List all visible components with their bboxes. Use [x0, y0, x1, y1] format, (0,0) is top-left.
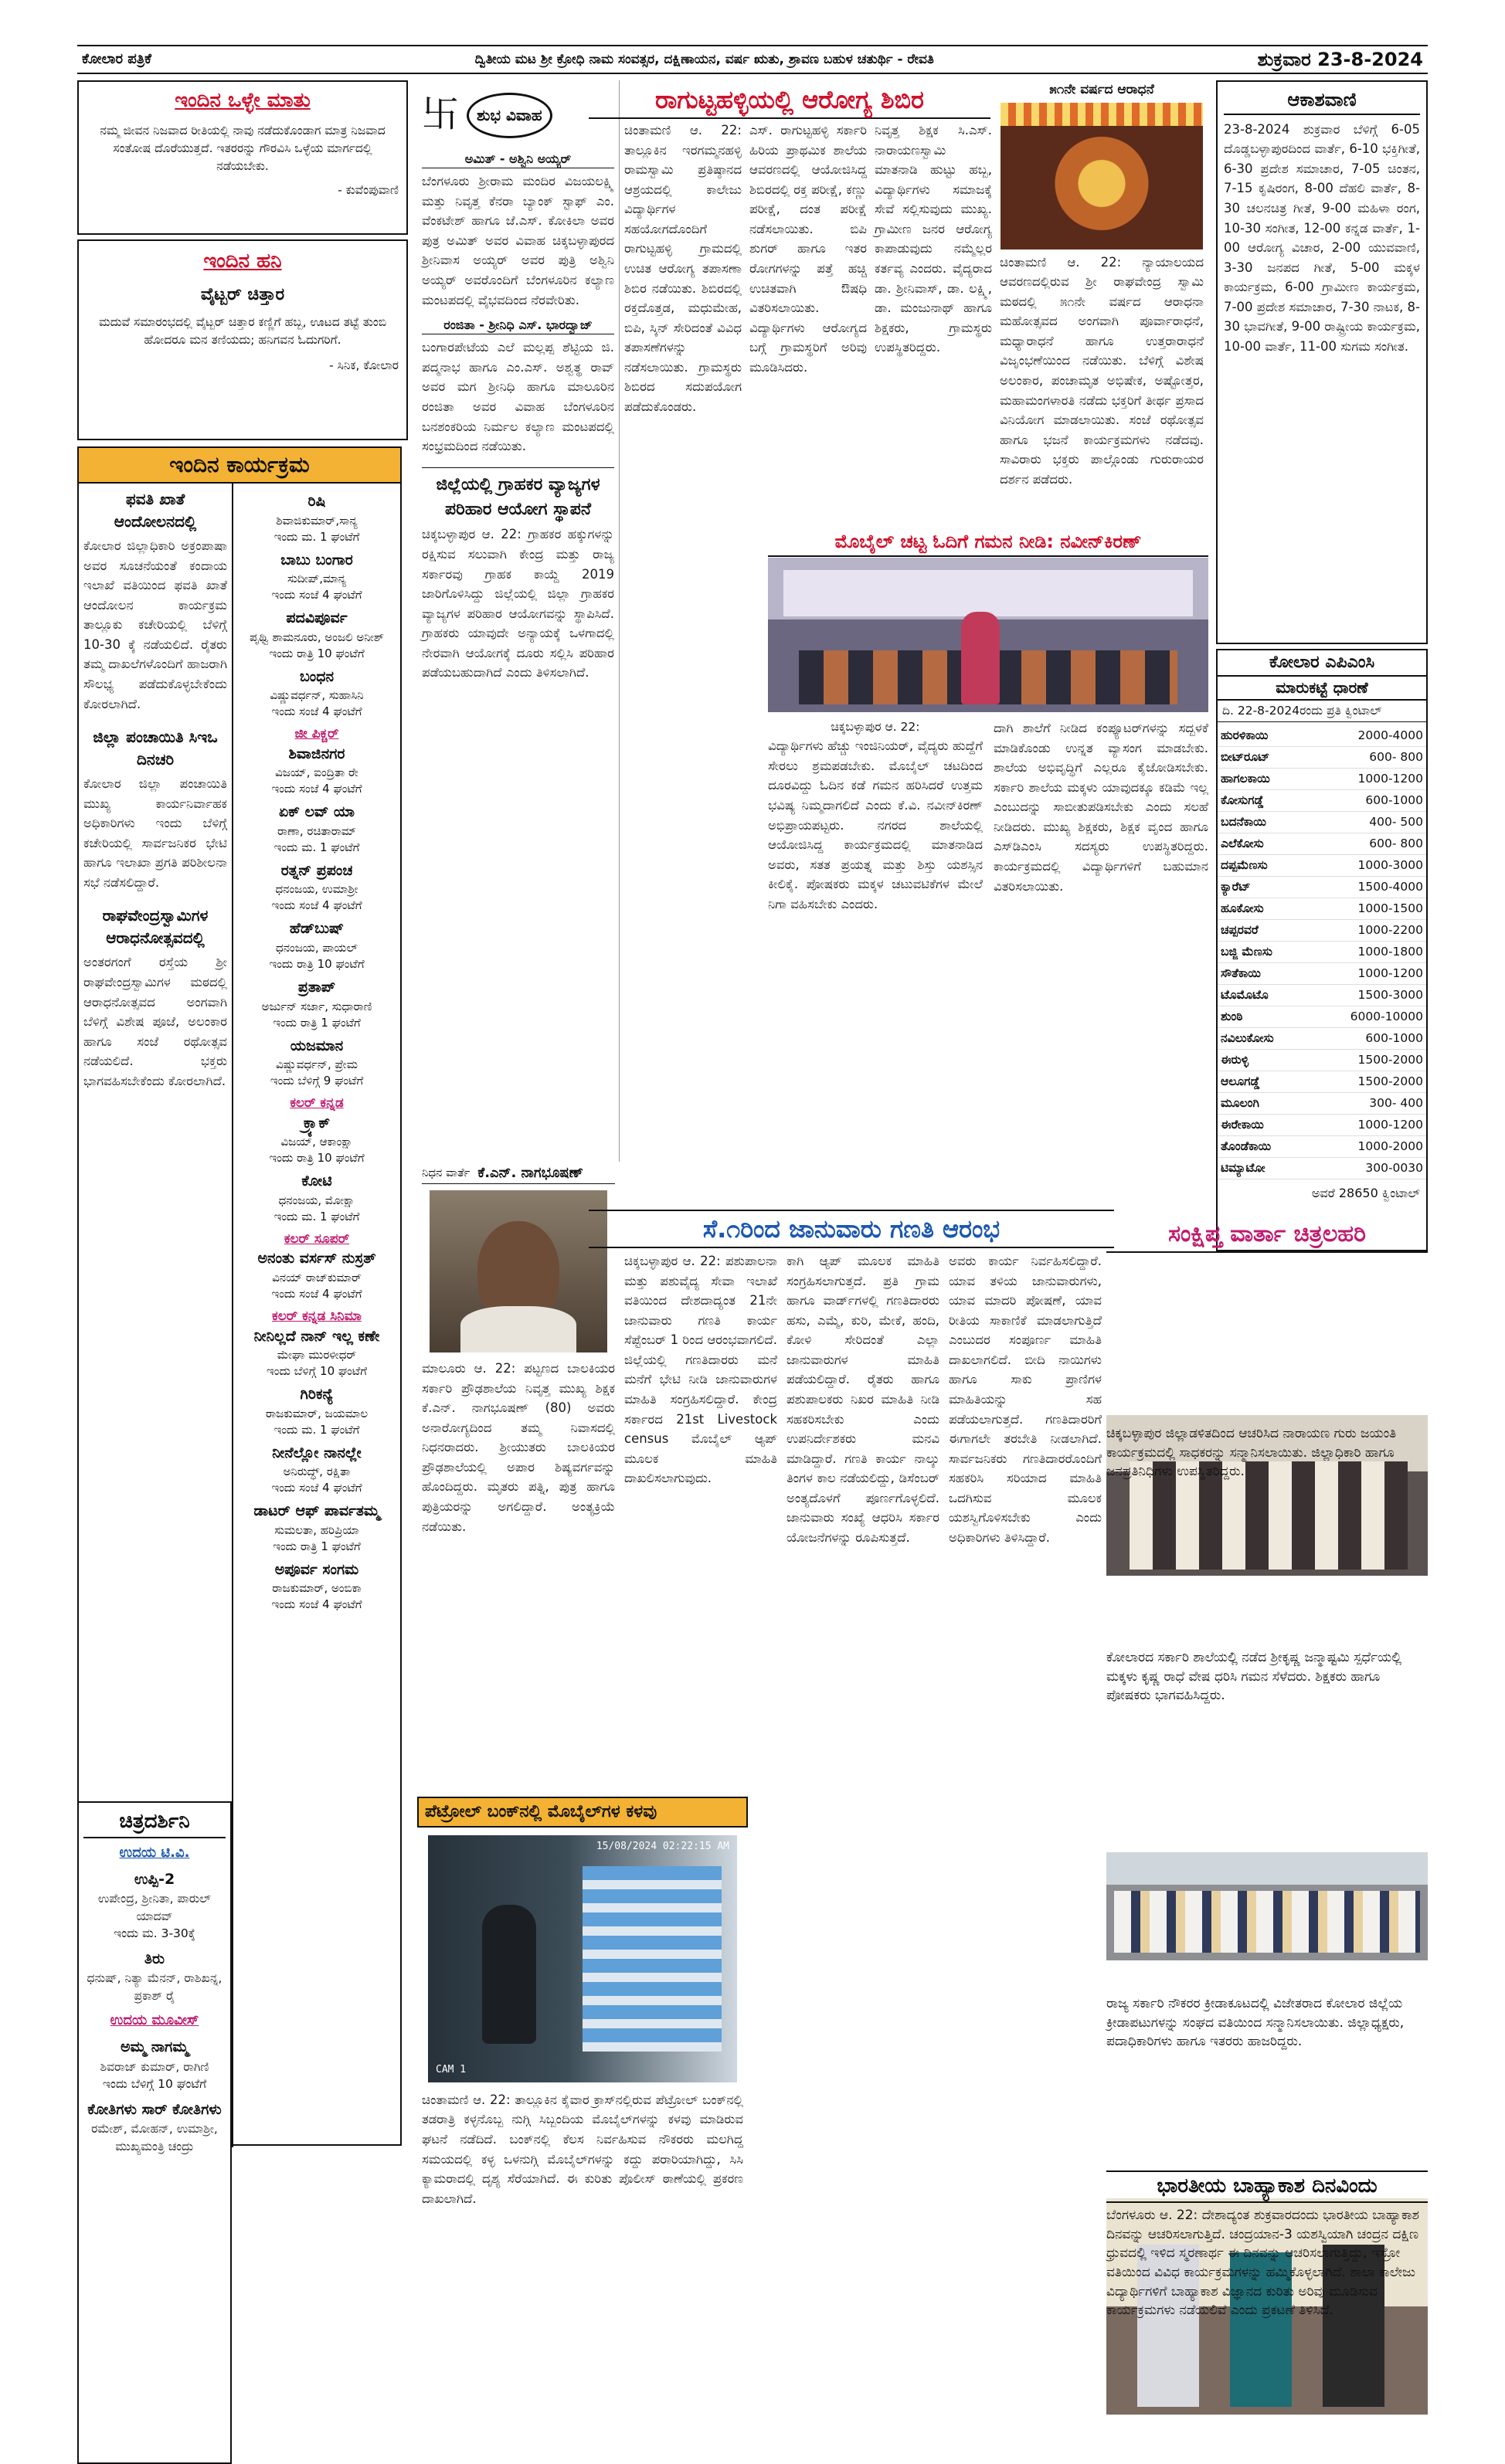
price-row — [1218, 833, 1426, 855]
price: 1500-4000 — [1357, 880, 1423, 894]
commodity: ಟೊಮೊಟೊ — [1221, 988, 1269, 1003]
commodity: ಸೌತೆಕಾಯಿ — [1221, 966, 1261, 981]
tv-title: ಬಾಬು ಬಂಗಾರ — [280, 551, 353, 568]
price-row — [1218, 1006, 1426, 1028]
tv-time: ಇಂದು ಮ. 1 ಘಂಟೆಗೆ — [273, 1422, 360, 1437]
event-title: ಜಿಲ್ಲಾ ಪಂಚಾಯಿತಿ ಸಿಇಒ ದಿನಚರಿ — [93, 728, 218, 769]
price: 300-0030 — [1365, 1161, 1423, 1176]
event-text: ಕೋಲಾರ ಜಿಲ್ಲಾ ಪಂಚಾಯಿತಿ ಮುಖ್ಯ ಕಾರ್ಯನಿರ್ವಾಹಕ ಅಧಿಕಾರಿಗಳು ಇಂದು ಬೆಳಿಗ್ಗೆ ಕಚೇರಿಯಲ್ಲಿ ಸಾರ್ವಜನಿಕರ ಭೇಟಿ ಹಾಗೂ ಇಲಾಖಾ ಪ್ರಗತಿ ಪರಿಶೀಲನಾ ಸಭೆ ನಡೆಸಲಿದ್ದಾರೆ. — [83, 776, 227, 890]
tv-listing — [238, 977, 396, 1031]
tv-listing — [238, 1094, 396, 1166]
mobile-col2: ದಾಗಿ ಶಾಲೆಗೆ ನೀಡಿದ ಕಂಪ್ಯೂಟರ್‌ಗಳನ್ನು ಸದ್ಬಳಕೆ ಮಾಡಿಕೊಂಡು ಉನ್ನತ ವ್ಯಾಸಂಗ ಮಾಡಬೇಕು. ಶಾಲೆಯ ಅಭಿವೃದ್ಧಿಗೆ ಎಲ್ಲರೂ ಕೈಜೋಡಿಸಬೇಕು. ಸರ್ಕಾರಿ ಶಾಲೆಯ ಮಕ್ಕಳು ಯಾವುದಕ್ಕೂ ಕಡಿಮೆ ಇಲ್ಲ ಎಂಬುದನ್ನು ಸಾಬೀತುಪಡಿಸಬೇಕು ಎಂದು ಸಲಹೆ ನೀಡಿದರು. ಮುಖ್ಯ ಶಿಕ್ಷಕರು, ಶಿಕ್ಷಕ ವೃಂದ ಹಾಗೂ ಎಸ್‌ಡಿಎಂಸಿ ಸದಸ್ಯರು ಉಪಸ್ಥಿತರಿದ್ದರು. ಕಾರ್ಯಕ್ರಮದಲ್ಲಿ ವಿದ್ಯಾರ್ಥಿಗಳಿಗೆ ಬಹುಮಾನ ವಿತರಿಸಲಾಯಿತು. — [994, 721, 1208, 894]
price: 1500-2000 — [1357, 1053, 1423, 1067]
paper-name: ಕೋಲಾರ ಪತ್ರಿಕೆ — [82, 50, 151, 67]
price-row — [1218, 855, 1426, 877]
price-row — [1218, 1093, 1426, 1115]
hani-heading: ಇಂದಿನ ಹನಿ — [203, 249, 282, 273]
channel-tag: ಕಲರ್ ಕನ್ನಡ — [290, 1095, 344, 1112]
prog-title: ಅಮ್ಮ ನಾಗಮ್ಮ — [121, 2038, 189, 2056]
tv-cast: ಧನಂಜಯ, ಉಮಾಶ್ರೀ — [275, 882, 358, 897]
commodity: ಶುಂಠಿ — [1221, 1010, 1243, 1024]
obit-name: ಕೆ.ಎನ್. ನಾಗಭೂಷಣ್ — [477, 1165, 583, 1181]
prog-time: ಇಂದು ಮ. 3-30ಕ್ಕೆ — [114, 1926, 195, 1941]
commodity: ಈರೇಕಾಯಿ — [1221, 1118, 1264, 1132]
mobile-photo — [768, 558, 1208, 712]
mobile-body — [768, 718, 1208, 1182]
tv-time: ಇಂದು ಸಂಜೆ 4 ಘಂಟೆಗೆ — [271, 588, 362, 602]
radio-text: 23-8-2024 ಶುಕ್ರವಾರ ಬೆಳಿಗ್ಗೆ 6-05 ದೊಡ್ಡಬಳ್ಳಾಪುರದಿಂದ ವಾರ್ತೆ, 6-10 ಭಕ್ತಿಗೀತೆ, 6-30 ಪ್ರದೇಶ ಸಮಾಚಾರ, 7-05 ಚಿಂತನ, 7-15 ಕೃಷಿರಂಗ, 8-00 ದೆಹಲಿ ವಾರ್ತೆ, 8-30 ಚಲನಚಿತ್ರ ಗೀತೆ, 9-00 ಮಹಿಳಾ ರಂಗ, 10-30 ಸಂಗೀತ, 12-00 ಕನ್ನಡ ವಾರ್ತೆ, 1-00 ಆರೋಗ್ಯ ವಿಚಾರ, 2-00 ಯುವವಾಣಿ, 3-30 ಜನಪದ ಗೀತೆ, 5-00 ಮಕ್ಕಳ ಕಾರ್ಯಕ್ರಮ, 6-00 ಗ್ರಾಮೀಣ ಕಾರ್ಯಕ್ರಮ, 7-00 ಪ್ರದೇಶ ಸಮಾಚಾರ, 7-30 ನಾಟಕ, 8-30 ಭಾವಗೀತೆ, 9-00 ರಾಷ್ಟ್ರೀಯ ಕಾರ್ಯಕ್ರಮ, 10-00 ವಾರ್ತೆ, 11-00 ಸುಗಮ ಸಂಗೀತ. — [1224, 121, 1420, 354]
price-table — [1218, 725, 1426, 1179]
mobile-caption: ಚಿಕ್ಕಬಳ್ಳಾಪುರ ಆ. 22: — [831, 720, 920, 734]
commodity: ಹುರಳಿಕಾಯಿ — [1221, 728, 1269, 743]
channel-udaya-movies: ಉದಯ ಮೂವೀಸ್ — [110, 2012, 199, 2029]
tv-listing — [238, 1560, 396, 1614]
price: 1500-2000 — [1357, 1074, 1423, 1089]
temple-text: ಚಿಂತಾಮಣಿ ಆ. 22: ನ್ಯಾಯಾಲಯದ ಆವರಣದಲ್ಲಿರುವ ಶ್ರೀ ರಾಘವೇಂದ್ರ ಸ್ವಾಮಿ ಮಠದಲ್ಲಿ ೫೧ನೇ ವರ್ಷದ ಆರಾಧನಾ ಮಹೋತ್ಸವದ ಅಂಗವಾಗಿ ಪೂರ್ವಾರಾಧನೆ, ಮಧ್ಯಾರಾಧನೆ ಹಾಗೂ ಉತ್ತರಾರಾಧನೆ ವಿಜೃಂಭಣೆಯಿಂದ ನಡೆಯಿತು. ಬೆಳಿಗ್ಗೆ ವಿಶೇಷ ಅಲಂಕಾರ, ಪಂಚಾಮೃತ ಅಭಿಷೇಕ, ಅಷ್ಟೋತ್ತರ, ಮಹಾಮಂಗಳಾರತಿ ನಡೆದು ಭಕ್ತರಿಗೆ ತೀರ್ಥ ಪ್ರಸಾದ ವಿನಿಯೋಗ ಮಾಡಲಾಯಿತು. ಸಂಜೆ ರಥೋತ್ಸವ ಹಾಗೂ ಭಜನೆ ಕಾರ್ಯಕ್ರಮಗಳು ನಡೆದವು. ಸಾವಿರಾರು ಭಕ್ತರು ಪಾಲ್ಗೊಂಡು ಗುರುರಾಯರ ದರ್ಶನ ಪಡೆದರು. — [1000, 254, 1204, 487]
events-col2 — [233, 484, 400, 2147]
commodity: ಆಲೂಗಡ್ಡೆ — [1221, 1074, 1260, 1089]
brief-caption-3: ರಾಜ್ಯ ಸರ್ಕಾರಿ ನೌಕರರ ಕ್ರೀಡಾಕೂಟದಲ್ಲಿ ವಿಜೇತರಾದ ಕೋಲಾರ ಜಿಲ್ಲೆಯ ಕ್ರೀಡಾಪಟುಗಳನ್ನು ಸಂಘದ ವತಿಯಿಂದ ಸನ್ಮಾನಿಸಲಾಯಿತು. ಜಿಲ್ಲಾಧ್ಯಕ್ಷರು, ಪದಾಧಿಕಾರಿಗಳು ಹಾಗೂ ಇತರರು ಹಾಜರಿದ್ದರು. — [1106, 1996, 1405, 2050]
commodity: ಚಪ್ಪರವರೆ — [1221, 923, 1259, 938]
census-col2: ಕಾಗಿ ಆ್ಯಪ್ ಮೂಲಕ ಮಾಹಿತಿ ಸಂಗ್ರಹಿಸಲಾಗುತ್ತದೆ. ಪ್ರತಿ ಗ್ರಾಮ ಹಾಗೂ ವಾರ್ಡ್‌ಗಳಲ್ಲಿ ಗಣತಿದಾರರು ಹಸು, ಎಮ್ಮೆ, ಕುರಿ, ಮೇಕೆ, ಹಂದಿ, ಕೋಳಿ ಸೇರಿದಂತೆ ಎಲ್ಲಾ ಜಾನುವಾರುಗಳ ಮಾಹಿತಿ ಪಡೆಯಲಿದ್ದಾರೆ. ರೈತರು ಹಾಗೂ ಪಶುಪಾಲಕರು ನಿಖರ ಮಾಹಿತಿ ನೀಡಿ ಸಹಕರಿಸಬೇಕು ಎಂದು ಉಪನಿರ್ದೇಶಕರು ಮನವಿ ಮಾಡಿದ್ದಾರೆ. ಗಣತಿ ಕಾರ್ಯ ನಾಲ್ಕು ತಿಂಗಳ ಕಾಲ ನಡೆಯಲಿದ್ದು, ಡಿಸೆಂಬರ್ ಅಂತ್ಯದೊಳಗೆ ಪೂರ್ಣಗೊಳ್ಳಲಿದೆ. ಜಾನುವಾರು ಸಂಖ್ಯೆ ಆಧರಿಸಿ ಸರ್ಕಾರ ಯೋಜನೆಗಳನ್ನು ರೂಪಿಸುತ್ತದೆ. — [786, 1254, 939, 1545]
tv-title: ನೀನೆಲ್ಲೋ ನಾನಲ್ಲೇ — [272, 1444, 362, 1461]
channel-udaya-tv: ಉದಯ ಟಿ.ವಿ. — [119, 1844, 190, 1861]
tv-title: ಏಕ್ ಲವ್ ಯಾ — [279, 803, 355, 821]
tv-listing — [238, 1171, 396, 1225]
wedding-text-2: ಬಂಗಾರಪೇಟೆಯ ಎಲೆ ಮಲ್ಲಪ್ಪ ಶೆಟ್ಟಿಯ ಜಿ. ಪದ್ಮನಾಭ ಹಾಗೂ ಎಂ.ಎಸ್. ಅಶ್ವತ್ಥ ರಾವ್ ಅವರ ಮಗ ಶ್ರೀನಿಧಿ ಹಾಗೂ ಮಾಲೂರಿನ ರಂಜಿತಾ ಅವರ ವಿವಾಹ ಬೆಂಗಳೂರಿನ ಬನಶಂಕರಿಯ ನಿರ್ಮಲ ಕಲ್ಯಾಣ ಮಂಟಪದಲ್ಲಿ ಸಂಭ್ರಮದಿಂದ ನಡೆಯಿತು. — [422, 340, 614, 454]
tv-cast: ಶಿವಾಜಿಕುಮಾರ್,ಸಾನ್ಯ — [276, 513, 358, 528]
tv-title: ರಿಷಿ — [307, 493, 326, 510]
price-row — [1218, 1028, 1426, 1050]
price: 600-1000 — [1365, 793, 1423, 808]
health-col2: ಎಸ್. ರಾಗುಟ್ಟಹಳ್ಳಿ ಸರ್ಕಾರಿ ಹಿರಿಯ ಪ್ರಾಥಮಿಕ ಶಾಲೆಯ ಆವರಣದಲ್ಲಿ ಆಯೋಜಿಸಿದ್ದ ಶಿಬಿರದಲ್ಲಿ ರಕ್ತ ಪರೀಕ್ಷೆ, ಕಣ್ಣು ಪರೀಕ್ಷೆ, ದಂತ ಪರೀಕ್ಷೆ ನಡೆಸಲಾಯಿತು. ಬಿಪಿ ಶುಗರ್ ಹಾಗೂ ಇತರ ರೋಗಗಳನ್ನು ಪತ್ತೆ ಹಚ್ಚಿ ಉಚಿತವಾಗಿ ಔಷಧಿ ವಿತರಿಸಲಾಯಿತು. ವಿದ್ಯಾರ್ಥಿಗಳು ಆರೋಗ್ಯದ ಬಗ್ಗೆ ಗ್ರಾಮಸ್ಥರಿಗೆ ಅರಿವು ಮೂಡಿಸಿದರು. — [749, 123, 867, 375]
tv-time: ಇಂದು ಬೆಳಿಗ್ಗೆ 9 ಘಂಟೆಗೆ — [270, 1074, 364, 1088]
health-title: ರಾಗುಟ್ಟಹಳ್ಳಿಯಲ್ಲಿ ಆರೋಗ್ಯ ಶಿಬಿರ — [589, 82, 990, 119]
price: 1000-2000 — [1357, 1139, 1423, 1154]
events-heading: ಇಂದಿನ ಕಾರ್ಯಕ್ರಮ — [79, 448, 400, 484]
price: 1000-1500 — [1357, 901, 1423, 916]
price-row — [1218, 1158, 1426, 1179]
commodity: ತೊಂಡೆಕಾಯಿ — [1221, 1139, 1272, 1154]
tv-time: ಇಂದು ಸಂಜೆ 4 ಘಂಟೆಗೆ — [271, 782, 362, 796]
price-row — [1218, 898, 1426, 920]
tv-cast: ಸುದೀಪ್,ಮಾನ್ಯ — [287, 572, 346, 586]
temple-caption: ೫೧ನೇ ವರ್ಷದ ಆರಾಧನೆ — [1049, 82, 1154, 97]
tv-cast: ವಿಷ್ಣುವರ್ಧನ್, ಸುಹಾಸಿನಿ — [270, 688, 364, 703]
event-text: ಕೋಲಾರ ಜಿಲ್ಲಾಧಿಕಾರಿ ಅಕ್ರಂಪಾಷಾ ಅವರ ಸೂಚನೆಯಂತೆ ಕಂದಾಯ ಇಲಾಖೆ ವತಿಯಿಂದ ಫವತಿ ಖಾತೆ ಆಂದೋಲನ ಕಾರ್ಯಕ್ರಮ ತಾಲ್ಲೂಕು ಕಚೇರಿಯಲ್ಲಿ ಬೆಳಿಗ್ಗೆ 10-30 ಕ್ಕೆ ನಡೆಯಲಿದೆ. ರೈತರು ತಮ್ಮ ದಾಖಲೆಗಳೊಂದಿಗೆ ಹಾಜರಾಗಿ ಸೌಲಭ್ಯ ಪಡೆದುಕೊಳ್ಳಬೇಕೆಂದು ಕೋರಲಾಗಿದೆ. — [83, 538, 227, 711]
tv-time: ಇಂದು ರಾತ್ರಿ 10 ಘಂಟೆಗೆ — [269, 646, 365, 660]
apmc-sub: ಮಾರುಕಟ್ಟೆ ಧಾರಣೆ — [1218, 677, 1426, 701]
tv-cast: ಧನಂಜಯ, ಪಾಯಲ್ — [276, 941, 358, 955]
brief-caption-1: ಚಿಕ್ಕಬಳ್ಳಾಪುರ ಜಿಲ್ಲಾಡಳಿತದಿಂದ ಆಚರಿಸಿದ ನಾರಾಯಣ ಗುರು ಜಯಂತಿ ಕಾರ್ಯಕ್ರಮದಲ್ಲಿ ಸಾಧಕರನ್ನು ಸನ್ಮಾನಿಸಲಾಯಿತು. ಜಿಲ್ಲಾಧಿಕಾರಿ ಹಾಗೂ ಜನಪ್ರತಿನಿಧಿಗಳು ಉಪಸ್ಥಿತರಿದ್ದರು. — [1106, 1426, 1397, 1480]
prog-title: ತಿರು — [144, 1950, 165, 1967]
price-row — [1218, 1115, 1426, 1136]
chitra-heading: ಚಿತ್ರದರ್ಶಿನಿ — [83, 1807, 226, 1838]
tv-cast: ಧನಂಜಯ, ಮೋಕ್ಷಾ — [278, 1193, 355, 1207]
event-block — [83, 904, 227, 1091]
price-row — [1218, 963, 1426, 985]
tv-listing — [238, 1384, 396, 1438]
tv-cast: ರಾಜಕುಮಾರ್, ಅಂಬಿಕಾ — [272, 1581, 362, 1596]
tv-title: ಡಾಟರ್ ಆಫ್ ಪಾರ್ವತಮ್ಮ — [253, 1502, 380, 1520]
price: 600- 800 — [1369, 837, 1423, 851]
chitra-box — [77, 1801, 232, 2464]
wedding-names-2: ರಂಜಿತಾ - ಶ್ರೀನಿಧಿ ಎಸ್. ಭಾರದ್ವಾಜ್ — [422, 316, 614, 334]
prog-cast: ಶಿವರಾಜ್ ಕುಮಾರ್, ರಾಗಿಣಿ — [100, 2059, 209, 2074]
tv-cast: ವಿಜಯ್, ಆಕಾಂಕ್ಷಾ — [280, 1135, 353, 1149]
brief-heading: ಸಂಕ್ಷಿಪ್ತ ವಾರ್ತಾ ಚಿತ್ರಲಹರಿ — [1106, 1217, 1428, 1253]
commodity: ಟಿಮ್ಯಾಟೋ — [1221, 1161, 1265, 1176]
commodity: ದಪ್ಪಮೆಣಸು — [1221, 858, 1268, 873]
prog-cast: ಉಪೇಂದ್ರ, ಶ್ರೀನಿತಾ, ಪಾರುಲ್ ಯಾದವ್ — [97, 1892, 212, 1923]
space-text: ಬೆಂಗಳೂರು ಆ. 22: ದೇಶಾದ್ಯಂತ ಶುಕ್ರವಾರದಂದು ಭಾರತೀಯ ಬಾಹ್ಯಾಕಾಶ ದಿನವನ್ನು ಆಚರಿಸಲಾಗುತ್ತಿದೆ. ಚಂದ್ರಯಾನ-3 ಯಶಸ್ವಿಯಾಗಿ ಚಂದ್ರನ ದಕ್ಷಿಣ ಧ್ರುವದಲ್ಲಿ ಇಳಿದ ಸ್ಮರಣಾರ್ಥ ಈ ದಿನವನ್ನು ಆಚರಿಸಲಾಗುತ್ತಿದ್ದು, ಇಸ್ರೋ ವತಿಯಿಂದ ವಿವಿಧ ಕಾರ್ಯಕ್ರಮಗಳನ್ನು ಹಮ್ಮಿಕೊಳ್ಳಲಾಗಿದೆ. ಶಾಲಾ ಕಾಲೇಜು ವಿದ್ಯಾರ್ಥಿಗಳಿಗೆ ಬಾಹ್ಯಾಕಾಶ ವಿಜ್ಞಾನದ ಕುರಿತು ಅರಿವು ಮೂಡಿಸುವ ಕಾರ್ಯಕ್ರಮಗಳು ನಡೆಯಲಿವೆ ಎಂದು ಪ್ರಕಟಣೆ ತಿಳಿಸಿದೆ. — [1106, 2208, 1419, 2319]
price: 6000-10000 — [1350, 1010, 1423, 1024]
brief-photo-2 — [1106, 1852, 1428, 1960]
event-block — [83, 726, 227, 892]
apmc-heading: ಕೋಲಾರ ಎಪಿಎಂಸಿ — [1218, 650, 1426, 677]
thought-text: ನಮ್ಮ ಜೀವನ ನಿಜವಾದ ರೀತಿಯಲ್ಲಿ ನಾವು ನಡೆದುಕೊಂಡಾಗ ಮಾತ್ರ ನಿಜವಾದ ಸಂತೋಷ ದೊರೆಯುತ್ತದೆ. ಇತರರನ್ನು ಗೌರವಿಸಿ ಒಳ್ಳೆಯ ಮಾರ್ಗದಲ್ಲಿ ನಡೆಯಬೇಕು. — [100, 123, 386, 174]
price-row — [1218, 877, 1426, 898]
radio-box — [1216, 80, 1428, 644]
commodity: ಕ್ಯಾರೆಟ್ — [1221, 880, 1251, 894]
commodity: ಹೂಕೋಸು — [1221, 901, 1264, 916]
tv-time: ಇಂದು ರಾತ್ರಿ 10 ಘಂಟೆಗೆ — [269, 1151, 365, 1166]
wedding-logo — [422, 80, 614, 150]
tv-title: ಹೆಡ್‌ಬುಷ್ — [289, 920, 345, 938]
apmc-note: ದಿ. 22-8-2024ರಂದು ಪ್ರತಿ ಕ್ವಿಂಟಾಲ್ — [1218, 701, 1426, 722]
channel-tag: ಕಲರ್ ಕನ್ನಡ ಸಿನಿಮಾ — [272, 1308, 362, 1325]
health-col3: ನಿವೃತ್ತ ಶಿಕ್ಷಕ ಸಿ.ಎಸ್. ನಾರಾಯಣಸ್ವಾಮಿ ಮಾತನಾಡಿ ಹುಟ್ಟು ಹಬ್ಬ, ವಿದ್ಯಾರ್ಥಿಗಳು ಸಮಾಜಕ್ಕೆ ಸೇವೆ ಸಲ್ಲಿಸುವುದು ಮುಖ್ಯ. ಗ್ರಾಮೀಣ ಜನರ ಆರೋಗ್ಯ ಕಾಪಾಡುವುದು ನಮ್ಮೆಲ್ಲರ ಕರ್ತವ್ಯ ಎಂದರು. ವೈದ್ಯರಾದ ಡಾ. ಶ್ರೀನಿವಾಸ್, ಡಾ. ಲಕ್ಷ್ಮಿ, ಡಾ. ಮಂಜುನಾಥ್ ಹಾಗೂ ಶಿಕ್ಷಕರು, ಗ್ರಾಮಸ್ಥರು ಉಪಸ್ಥಿತರಿದ್ದರು. — [875, 123, 992, 355]
hani-author: - ಸಿನಿಕ, ಕೋಲಾರ — [329, 358, 399, 373]
tv-cast: ಅರ್ಜುನ್ ಸರ್ಜಾ, ಸುಧಾರಾಣಿ — [261, 999, 372, 1013]
theft-text: ಚಿಂತಾಮಣಿ ಆ. 22: ತಾಲ್ಲೂಕಿನ ಕೈವಾರ ಕ್ರಾಸ್‌ನಲ್ಲಿರುವ ಪೆಟ್ರೋಲ್ ಬಂಕ್‌ನಲ್ಲಿ ತಡರಾತ್ರಿ ಕಳ್ಳನೊಬ್ಬ ನುಗ್ಗಿ ಸಿಬ್ಬಂದಿಯ ಮೊಬೈಲ್‌ಗಳನ್ನು ಕಳವು ಮಾಡಿರುವ ಘಟನೆ ನಡೆದಿದೆ. ಬಂಕ್‌ನಲ್ಲಿ ಕೆಲಸ ನಿರ್ವಹಿಸುವ ನೌಕರರು ಮಲಗಿದ್ದ ಸಮಯದಲ್ಲಿ ಕಳ್ಳ ಒಳನುಗ್ಗಿ ಮೊಬೈಲ್‌ಗಳನ್ನು ಕದ್ದು ಪರಾರಿಯಾಗಿದ್ದು, ಸಿಸಿ ಕ್ಯಾಮರಾದಲ್ಲಿ ದೃಶ್ಯ ಸೆರೆಯಾಗಿದೆ. ಈ ಕುರಿತು ಪೊಲೀಸ್ ಠಾಣೆಯಲ್ಲಿ ಪ್ರಕರಣ ದಾಖಲಾಗಿದೆ. — [422, 2092, 743, 2206]
wedding-logo-text: ಶುಭ ವಿವಾಹ — [467, 93, 552, 138]
census-body — [624, 1251, 1103, 2456]
tv-listing — [238, 1036, 396, 1090]
tv-time: ಇಂದು ರಾತ್ರಿ 10 ಘಂಟೆಗೆ — [269, 957, 365, 972]
tv-title: ಪ್ರತಾಪ್ — [297, 979, 336, 996]
price: 1500-3000 — [1357, 988, 1423, 1003]
calendar-line: ದ್ವಿತೀಯ ಮಟ ಶ್ರೀ ಕ್ರೋಧಿ ನಾಮ ಸಂವತ್ಸರ, ದಕ್ಷಿಣಾಯನ, ವರ್ಷ ಋತು, ಶ್ರಾವಣ ಬಹುಳ ಚತುರ್ಥಿ - ರೇವತಿ — [474, 51, 934, 67]
tv-listing — [238, 1501, 396, 1555]
price-row — [1218, 790, 1426, 812]
tv-title: ರತ್ನನ್ ಪ್ರಪಂಚ — [280, 861, 353, 879]
price-row — [1218, 747, 1426, 769]
consumer-text: ಚಿಕ್ಕಬಳ್ಳಾಪುರ ಆ. 22: ಗ್ರಾಹಕರ ಹಕ್ಕುಗಳನ್ನು ರಕ್ಷಿಸುವ ಸಲುವಾಗಿ ಕೇಂದ್ರ ಮತ್ತು ರಾಜ್ಯ ಸರ್ಕಾರವು ಗ್ರಾಹಕ ಕಾಯ್ದೆ 2019 ಜಾರಿಗೊಳಿಸಿದ್ದು ಜಿಲ್ಲೆಯಲ್ಲಿ ಜಿಲ್ಲಾ ಗ್ರಾಹಕರ ವ್ಯಾಜ್ಯಗಳ ಪರಿಹಾರ ಆಯೋಗವನ್ನು ಸ್ಥಾಪಿಸಿದೆ. ಗ್ರಾಹಕರು ಯಾವುದೇ ಅನ್ಯಾಯಕ್ಕೆ ಒಳಗಾದಲ್ಲಿ ನೇರವಾಗಿ ಆಯೋಗಕ್ಕೆ ದೂರು ಸಲ್ಲಿಸಿ ಪರಿಹಾರ ಪಡೆಯಬಹುದಾಗಿದೆ ಎಂದು ತಿಳಿಸಲಾಗಿದೆ. — [422, 527, 614, 680]
tv-listing — [238, 1230, 396, 1302]
tv-listing — [238, 1307, 396, 1380]
event-title: ಫವತಿ ಖಾತೆ ಆಂದೋಲನದಲ್ಲಿ — [114, 490, 197, 531]
health-col1: ಚಿಂತಾಮಣಿ ಆ. 22: ತಾಲ್ಲೂಕಿನ ಇರಗಮ್ಮನಹಳ್ಳಿ ರಾಮಸ್ವಾಮಿ ಪ್ರತಿಷ್ಠಾನದ ಆಶ್ರಯದಲ್ಲಿ ಕಾಲೇಜು ವಿದ್ಯಾರ್ಥಿಗಳ ಸಹಯೋಗದೊಂದಿಗೆ ರಾಗುಟ್ಟಹಳ್ಳಿ ಗ್ರಾಮದಲ್ಲಿ ಉಚಿತ ಆರೋಗ್ಯ ತಪಾಸಣಾ ಶಿಬಿರ ನಡೆಯಿತು. ಶಿಬಿರದಲ್ಲಿ ರಕ್ತದೊತ್ತಡ, ಮಧುಮೇಹ, ಬಿಪಿ, ಸ್ಕಿನ್ ಸೇರಿದಂತೆ ವಿವಿಧ ತಪಾಸಣೆಗಳನ್ನು ನಡೆಸಲಾಯಿತು. ಗ್ರಾಮಸ್ಥರು ಶಿಬಿರದ ಸದುಪಯೋಗ ಪಡೆದುಕೊಂಡರು. — [624, 123, 742, 414]
prog-cast: ಧನುಷ್, ನಿತ್ಯಾ ಮೆನನ್, ರಾಶಿಖನ್ನ, ಪ್ರಕಾಶ್ ರೈ — [87, 1971, 223, 2003]
commodity: ಹಾಗಲಕಾಯಿ — [1221, 772, 1270, 786]
event-block — [83, 488, 227, 714]
obit-heading: ನಿಧನ ವಾರ್ತೆ — [422, 1166, 471, 1180]
event-title: ರಾಘವೇಂದ್ರಸ್ವಾಮಿಗಳ ಆರಾಧನೋತ್ಸವದಲ್ಲಿ — [102, 906, 209, 948]
mobile-col1: ವಿದ್ಯಾರ್ಥಿಗಳು ಹೆಚ್ಚು ಇಂಜಿನಿಯರ್, ವೈದ್ಯರು ಹುದ್ದೆಗೆ ಸೇರಲು ಶ್ರಮಪಡಬೇಕು. ಮೊಬೈಲ್ ಚಟದಿಂದ ದೂರವಿದ್ದು ಓದಿನ ಕಡೆ ಗಮನ ಹರಿಸಿದರೆ ಉತ್ತಮ ಭವಿಷ್ಯ ನಿಮ್ಮದಾಗಲಿದೆ ಎಂದು ಕೆ.ವಿ. ನವೀನ್‌ಕಿರಣ್ ಅಭಿಪ್ರಾಯಪಟ್ಟರು. ನಗರದ ಶಾಲೆಯಲ್ಲಿ ಆಯೋಜಿಸಿದ್ದ ಕಾರ್ಯಕ್ರಮದಲ್ಲಿ ಮಾತನಾಡಿದ ಅವರು, ಸತತ ಪ್ರಯತ್ನ ಮತ್ತು ಶಿಸ್ತು ಯಶಸ್ಸಿನ ಕೀಲಿಕೈ. ಪೋಷಕರು ಮಕ್ಕಳ ಚಟುವಟಿಕೆಗಳ ಮೇಲೆ ನಿಗಾ ವಹಿಸಬೇಕು ಎಂದರು. — [768, 738, 983, 911]
thought-box — [77, 80, 408, 235]
commodity: ಕೋಸುಗಡ್ಡೆ — [1221, 793, 1264, 808]
commodity: ಬದನೆಕಾಯಿ — [1221, 815, 1266, 830]
tv-title: ಶಿವಾಜಿನಗರ — [288, 745, 345, 762]
census-col1: ಚಿಕ್ಕಬಳ್ಳಾಪುರ ಆ. 22: ಪಶುಪಾಲನಾ ಮತ್ತು ಪಶುವೈದ್ಯ ಸೇವಾ ಇಲಾಖೆ ವತಿಯಿಂದ ದೇಶದಾದ್ಯಂತ 21ನೇ ಜಾನುವಾರು ಗಣತಿ ಕಾರ್ಯ ಸೆಪ್ಟೆಂಬರ್ 1 ರಿಂದ ಆರಂಭವಾಗಲಿದೆ. ಜಿಲ್ಲೆಯಲ್ಲಿ ಗಣತಿದಾರರು ಮನೆ ಮನೆಗೆ ಭೇಟಿ ನೀಡಿ ಜಾನುವಾರುಗಳ ಮಾಹಿತಿ ಸಂಗ್ರಹಿಸಲಿದ್ದಾರೆ. ಕೇಂದ್ರ ಸರ್ಕಾರದ 21st Livestock census ಮೊಬೈಲ್ ಆ್ಯಪ್ ಮೂಲಕ ಮಾಹಿತಿ ದಾಖಲಿಸಲಾಗುವುದು. — [624, 1254, 777, 1486]
price: 300- 400 — [1369, 1096, 1423, 1111]
cctv-timestamp: 15/08/2024 02:22:15 AM — [596, 1840, 729, 1852]
tv-time: ಇಂದು ಮ. 1 ಘಂಟೆಗೆ — [273, 840, 360, 854]
apmc-box — [1216, 649, 1428, 1251]
census-col3: ಅವರು ಕಾರ್ಯ ನಿರ್ವಹಿಸಲಿದ್ದಾರೆ. ಯಾವ ತಳಿಯ ಜಾನುವಾರುಗಳು, ಯಾವ ಮಾದರಿ ಪೋಷಣೆ, ಯಾವ ರೀತಿಯ ಸಾಕಾಣಿಕೆ ಮಾಡಲಾಗುತ್ತಿದೆ ಎಂಬುದರ ಸಂಪೂರ್ಣ ಮಾಹಿತಿ ದಾಖಲಾಗಲಿದೆ. ಬೀದಿ ನಾಯಿಗಳು ಹಾಗೂ ಸಾಕು ಪ್ರಾಣಿಗಳ ಮಾಹಿತಿಯನ್ನು ಸಹ ಪಡೆಯಲಾಗುತ್ತದೆ. ಗಣತಿದಾರರಿಗೆ ಈಗಾಗಲೇ ತರಬೇತಿ ನೀಡಲಾಗಿದೆ. ಸಾರ್ವಜನಿಕರು ಗಣತಿದಾರರೊಂದಿಗೆ ಸಹಕರಿಸಿ ಸರಿಯಾದ ಮಾಹಿತಿ ಒದಗಿಸುವ ಮೂಲಕ ಯಶಸ್ವಿಗೊಳಿಸಬೇಕು ಎಂದು ಅಧಿಕಾರಿಗಳು ತಿಳಿಸಿದ್ದಾರೆ. — [949, 1254, 1102, 1545]
tv-listing — [238, 725, 396, 797]
tv-listing — [238, 860, 396, 915]
event-text: ಅಂತರಗಂಗೆ ರಸ್ತೆಯ ಶ್ರೀ ರಾಘವೇಂದ್ರಸ್ವಾಮಿಗಳ ಮಠದಲ್ಲಿ ಆರಾಧನೋತ್ಸವದ ಅಂಗವಾಗಿ ಬೆಳಿಗ್ಗೆ ವಿಶೇಷ ಪೂಜೆ, ಅಲಂಕಾರ ಹಾಗೂ ಸಂಜೆ ರಥೋತ್ಸವ ನಡೆಯಲಿದೆ. ಭಕ್ತರು ಭಾಗವಹಿಸಬೇಕೆಂದು ಕೋರಲಾಗಿದೆ. — [83, 955, 227, 1088]
obit-box — [417, 1163, 620, 1797]
price: 1000-1200 — [1357, 966, 1423, 981]
tv-title: ಯಜಮಾನ — [290, 1037, 344, 1054]
tv-cast: ಅನಿರುದ್ಧ್, ರಕ್ಷಿತಾ — [283, 1464, 351, 1479]
tv-cast: ಪೃಥ್ವಿ ಶಾಮನೂರು, ಅಂಜಲಿ ಅನೀಶ್ — [250, 630, 384, 644]
price-row — [1218, 725, 1426, 747]
commodity: ಎಲೆಕೋಸು — [1221, 837, 1264, 851]
census-title: ಸೆ.೧ರಿಂದ ಜಾನುವಾರು ಗಣತಿ ಆರಂಭ — [589, 1210, 1114, 1248]
tv-title: ಅನಂತು ವರ್ಸಸ್ ನುಸ್ರತ್ — [257, 1250, 376, 1268]
apmc-gold: ಅವರೆ 28650 ಕ್ವಿಂಟಾಲ್ — [1311, 1186, 1420, 1201]
tv-time: ಇಂದು ಸಂಜೆ 4 ಘಂಟೆಗೆ — [271, 1287, 362, 1302]
tv-cast: ರಾಣಾ, ರಚಿತಾರಾಮ್ — [277, 823, 356, 838]
consumer-title: ಜಿಲ್ಲೆಯಲ್ಲಿ ಗ್ರಾಹಕರ ವ್ಯಾಜ್ಯಗಳ ಪರಿಹಾರ ಆಯೋಗ ಸ್ಥಾಪನೆ — [422, 467, 614, 522]
tv-title: ಬಂಧನ — [299, 667, 335, 685]
tv-listing — [238, 667, 396, 721]
cctv-cam: CAM 1 — [436, 2064, 467, 2076]
price-row — [1218, 769, 1426, 790]
prog-time: ಇಂದು ಬೆಳಿಗ್ಗೆ 10 ಘಂಟೆಗೆ — [102, 2077, 207, 2092]
tv-time: ಇಂದು ಬೆಳಿಗ್ಗೆ 10 ಘಂಟೆಗೆ — [267, 1364, 367, 1379]
prog-title: ಕೋತಿಗಳು ಸಾರ್ ಕೋತಿಗಳು — [87, 2100, 222, 2118]
commodity: ಈರುಳ್ಳಿ — [1221, 1053, 1249, 1067]
date: ಶುಕ್ರವಾರ 23-8-2024 — [1257, 48, 1423, 70]
tv-listing — [238, 608, 396, 662]
theft-title: ಪೆಟ್ರೋಲ್ ಬಂಕ್‌ನಲ್ಲಿ ಮೊಬೈಲ್‌ಗಳ ಕಳವು — [417, 1797, 748, 1828]
tv-listing — [238, 550, 396, 604]
price: 400- 500 — [1369, 815, 1423, 830]
price: 1000-1200 — [1357, 772, 1423, 786]
price: 1000-3000 — [1357, 858, 1423, 873]
tv-cast: ರಾಜಕುಮಾರ್, ಜಯಮಾಲ — [265, 1406, 369, 1420]
price-row — [1218, 985, 1426, 1006]
thought-author: - ಕುವೆಂಪುವಾಣಿ — [338, 183, 399, 198]
tv-time: ಇಂದು ರಾತ್ರಿ 1 ಘಂಟೆಗೆ — [273, 1015, 361, 1030]
tv-time: ಇಂದು ಸಂಜೆ 4 ಘಂಟೆಗೆ — [271, 704, 362, 719]
tv-title: ನೀನಿಲ್ಲದೆ ನಾನ್ ಇಲ್ಲ ಕಣೇ — [253, 1327, 380, 1345]
price-row — [1218, 1050, 1426, 1071]
tv-time: ಇಂದು ಮ. 1 ಘಂಟೆಗೆ — [273, 529, 360, 544]
price: 1000-2200 — [1357, 923, 1423, 938]
price: 2000-4000 — [1357, 728, 1423, 743]
tv-cast: ಮೇಘಾ ಮುರಳೀಧರ್ — [277, 1348, 357, 1363]
tv-listing — [238, 1443, 396, 1497]
tv-title: ಪದವಿಪೂರ್ವ — [286, 609, 348, 627]
price: 600- 800 — [1369, 750, 1423, 765]
thought-heading: ಇಂದಿನ ಒಳ್ಳೇ ಮಾತು — [175, 89, 311, 112]
brief-caption-2: ಕೋಲಾರದ ಸರ್ಕಾರಿ ಶಾಲೆಯಲ್ಲಿ ನಡೆದ ಶ್ರೀಕೃಷ್ಣ ಜನ್ಮಾಷ್ಟಮಿ ಸ್ಪರ್ಧೆಯಲ್ಲಿ ಮಕ್ಕಳು ಕೃಷ್ಣ ರಾಧೆ ವೇಷ ಧರಿಸಿ ಗಮನ ಸೆಳೆದರು. ಶಿಕ್ಷಕರು ಹಾಗೂ ಪೋಷಕರು ಭಾಗವಹಿಸಿದ್ದರು. — [1106, 1650, 1402, 1704]
temple-box — [997, 80, 1207, 544]
price-row — [1218, 812, 1426, 833]
prog-title: ಉಪ್ಪಿ-2 — [134, 1870, 175, 1888]
tv-time: ಇಂದು ಸಂಜೆ 4 ಘಂಟೆಗೆ — [271, 898, 362, 913]
price-row — [1218, 920, 1426, 942]
tv-cast: ವಿನಯ್ ರಾಜ್‌ಕುಮಾರ್ — [272, 1271, 362, 1285]
tv-title: ಅಪೂರ್ವ ಸಂಗಮ — [274, 1560, 359, 1578]
tv-time: ಇಂದು ರಾತ್ರಿ 1 ಘಂಟೆಗೆ — [273, 1539, 361, 1553]
tv-cast: ಸುಮಲತಾ, ಹರಿಪ್ರಿಯಾ — [274, 1522, 359, 1537]
swastika-icon: 卐 — [422, 93, 460, 137]
wedding-box — [417, 80, 620, 1162]
price-row — [1218, 1136, 1426, 1158]
radio-heading: ಆಕಾಶವಾಣಿ — [1224, 87, 1420, 115]
tv-cast: ವಿಜಯ್, ಐಂದ್ರಿತಾ ರೇ — [275, 765, 358, 780]
masthead-bar — [77, 45, 1428, 74]
price-row — [1218, 942, 1426, 963]
commodity: ಮೂಲಂಗಿ — [1221, 1096, 1260, 1111]
temple-photo — [1001, 103, 1203, 249]
price: 1000-1800 — [1357, 945, 1423, 959]
commodity: ಬಜ್ಜಿ ಮೆಣಸು — [1221, 945, 1272, 959]
tv-listing — [238, 491, 396, 545]
hani-title: ವೈಟ್ಬರ್ ಚಿತ್ತಾರ — [200, 284, 285, 304]
tv-cast: ವಿಷ್ಣುವರ್ಧನ್, ಪ್ರೇಮ — [275, 1057, 358, 1072]
tv-time: ಇಂದು ಸಂಜೆ 4 ಘಂಟೆಗೆ — [271, 1597, 362, 1612]
obit-photo — [430, 1190, 607, 1352]
commodity: ನವಿಲುಕೋಸು — [1221, 1031, 1274, 1046]
mobile-title: ಮೊಬೈಲ್ ಚಟ್ಟ ಓದಿಗೆ ಗಮನ ನೀಡಿ: ನವೀನ್‌ಕಿರಣ್ — [768, 528, 1208, 557]
wedding-text: ಬೆಂಗಳೂರು ಶ್ರೀರಾಮ ಮಂದಿರ ವಿಜಯಲಕ್ಷ್ಮಿ ಮತ್ತು ನಿವೃತ್ತ ಕೆನರಾ ಬ್ಯಾಂಕ್ ಸ್ಟಾಫ್ ಎಂ. ವೆಂಕಟೇಶ್ ಹಾಗೂ ಜೆ.ಎಸ್. ಕೋಕಿಲಾ ಅವರ ಪುತ್ರ ಅಮಿತ್ ಅವರ ವಿವಾಹ ಚಿಕ್ಕಬಳ್ಳಾಪುರದ ಶ್ರೀನಿವಾಸ ಅಯ್ಯರ್ ಅವರ ಪುತ್ರಿ ಅಶ್ವಿನಿ ಅಯ್ಯರ್ ಅವರೊಂದಿಗೆ ಬೆಂಗಳೂರಿನ ಕಲ್ಯಾಣ ಮಂಟಪದಲ್ಲಿ ವೈಭವದಿಂದ ನೆರವೇರಿತು. — [422, 174, 614, 307]
channel-tag: ಜೀ ಪಿಕ್ಚರ್ — [294, 726, 339, 742]
prog-cast: ರಮೇಶ್, ಮೋಹನ್, ಉಮಾಶ್ರೀ, ಮುಖ್ಯಮಂತ್ರಿ ಚಂದ್ರು — [91, 2122, 218, 2153]
price-row — [1218, 1071, 1426, 1093]
tv-title: ಕ್ರ್ಯಾಕ್ — [303, 1114, 331, 1132]
hani-text: ಮದುವೆ ಸಮಾರಂಭದಲ್ಲಿ ವೈಟ್ಬರ್ ಚಿತ್ತಾರ ಕಣ್ಣಿಗೆ ಹಬ್ಬ, ಊಟದ ತಟ್ಟೆ ತುಂಬಿ ಹೋದರೂ ಮನ ತಣಿಯದು; ಹನಿಗವನ ಓದುಗರಿಗೆ. — [98, 314, 387, 347]
tv-time: ಇಂದು ಸಂಜೆ 4 ಘಂಟೆಗೆ — [271, 1481, 362, 1495]
price: 600-1000 — [1365, 1031, 1423, 1046]
commodity: ಬೀಟ್‌ರೂಟ್ — [1221, 750, 1270, 765]
space-title: ಭಾರತೀಯ ಬಾಹ್ಯಾಕಾಶ ದಿನವಿಂದು — [1106, 2170, 1428, 2203]
wedding-names: ಅಮಿತ್ - ಅಶ್ವಿನಿ ಅಯ್ಯರ್ — [422, 150, 614, 168]
price: 1000-1200 — [1357, 1118, 1423, 1132]
obit-text: ಮಾಲೂರು ಆ. 22: ಪಟ್ಟಣದ ಬಾಲಕಿಯರ ಸರ್ಕಾರಿ ಪ್ರೌಢಶಾಲೆಯ ನಿವೃತ್ತ ಮುಖ್ಯ ಶಿಕ್ಷಕ ಕೆ.ಎನ್. ನಾಗಭೂಷಣ್ (80) ಅವರು ಅನಾರೋಗ್ಯದಿಂದ ತಮ್ಮ ನಿವಾಸದಲ್ಲಿ ನಿಧನರಾದರು. ಶ್ರೀಯುತರು ಬಾಲಕಿಯರ ಪ್ರೌಢಶಾಲೆಯಲ್ಲಿ ಅಪಾರ ಶಿಷ್ಯವರ್ಗವನ್ನು ಹೊಂದಿದ್ದರು. ಮೃತರು ಪತ್ನಿ, ಪುತ್ರ ಹಾಗೂ ಪುತ್ರಿಯರನ್ನು ಅಗಲಿದ್ದಾರೆ. ಅಂತ್ಯಕ್ರಿಯೆ ನಡೆಯಿತು. — [422, 1361, 615, 1534]
hani-box — [77, 239, 408, 440]
channel-tag: ಕಲರ್ ಸೂಪರ್ — [284, 1230, 350, 1247]
tv-time: ಇಂದು ಮ. 1 ಘಂಟೆಗೆ — [273, 1209, 360, 1224]
tv-title: ಗಿರಿಕನ್ಯೆ — [300, 1386, 334, 1403]
tv-title: ಕೋಟಿ — [301, 1173, 332, 1190]
tv-listing — [238, 918, 396, 972]
tv-listing — [238, 802, 396, 856]
